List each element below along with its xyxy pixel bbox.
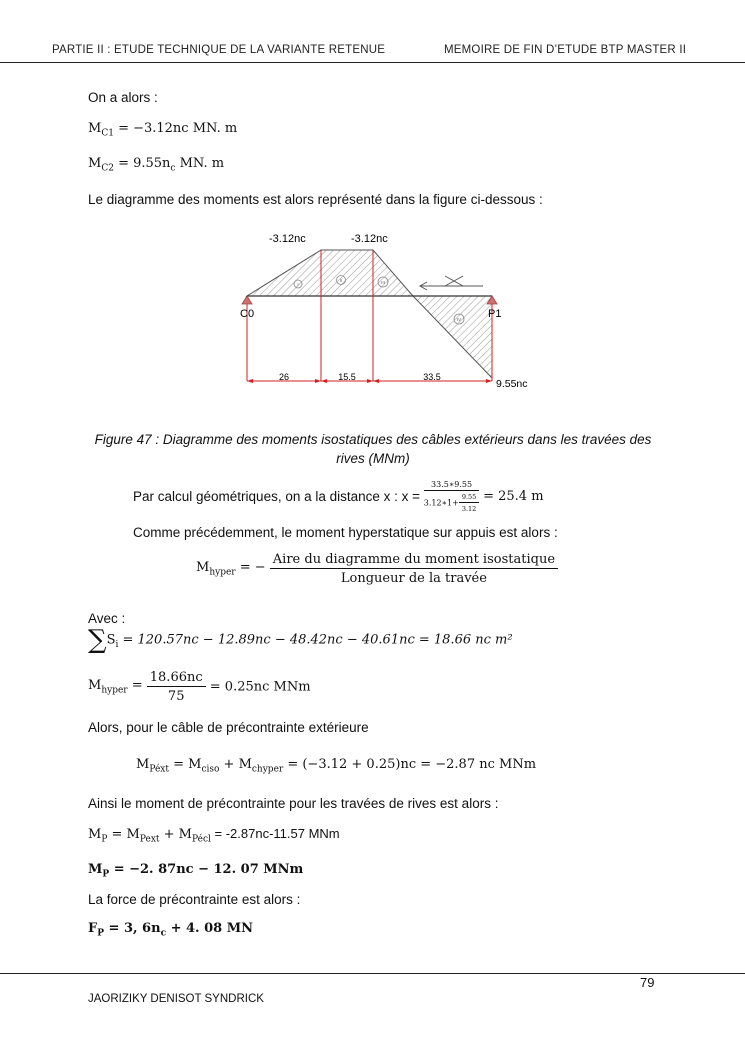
force-intro: La force de précontrainte est alors : xyxy=(88,892,301,907)
equation-mhyper: $M_{hyper}$ = − $\frac{\text{Aire du diagramme du moment isostatique}}{\text{Longueur de la travée}}$ xyxy=(196,552,558,586)
header-left: PARTIE II : ETUDE TECHNIQUE DE LA VARIANTE RETENUE xyxy=(52,44,386,56)
header-rule xyxy=(0,62,745,63)
page-number: 79 xyxy=(640,975,655,990)
equation-sum: $\sum S_i = 120.57nc - 12.89nc - 48.42nc - 40.61nc = 18.66$ nc m² xyxy=(88,625,513,655)
top-label-1: -3.12nc xyxy=(269,233,306,245)
support-label-p1: P1 xyxy=(488,308,502,320)
equation-mhyper-value: $M_{hyper}$ = $\frac{18.66nc}{75}$ = 0.25nc MNm xyxy=(88,670,311,704)
dim-label-1: 26 xyxy=(278,372,290,382)
support-label-c0: C0 xyxy=(240,308,255,320)
figure-caption: Figure 47 : Diagramme des moments isostatiques des câbles extérieurs dans les travées des rives (MNm) xyxy=(94,432,652,466)
dim-label-2: 15.5 xyxy=(338,372,356,382)
top-label-2: -3.12nc xyxy=(351,233,388,245)
moment-diagram xyxy=(235,228,535,393)
calc-fraction: 33.5∗9.55 3.12∗1+ $\frac{9.55}{3.12}$ xyxy=(424,480,480,513)
equation-fp: $F_P = 3$, $6n_c + 4$. 08 MN xyxy=(88,921,253,939)
arrow-2a xyxy=(367,379,373,383)
header-right: MEMOIRE DE FIN D’ETUDE BTP MASTER II xyxy=(444,44,687,56)
diagram-intro: Le diagramme des moments est alors représenté dans la figure ci-dessous : xyxy=(88,192,543,207)
zone-label-3: III xyxy=(381,280,385,285)
arrow-1a xyxy=(315,379,321,383)
arrow-2b xyxy=(373,379,379,383)
comme-precedemment: Comme précédemment, le moment hyperstatique sur appuis est alors : xyxy=(133,525,558,540)
bottom-value-label: 9.55nc xyxy=(496,378,528,390)
equation-mpext: $M_{Péxt} = M_{ciso} + M_{chyper} = (-3.12 + 0.25)nc = -2.87$ nc MNm xyxy=(136,757,537,775)
dim-label-3: 33.5 xyxy=(423,372,441,382)
arrow-1b xyxy=(321,379,327,383)
footer-author: JAORIZIKY DENISOT SYNDRICK xyxy=(88,993,264,1005)
moment-area-positive xyxy=(413,296,492,378)
moment-area-negative xyxy=(247,250,413,296)
arrow-right xyxy=(486,379,492,383)
alors-cable: Alors, pour le câble de précontrainte extérieure xyxy=(88,720,369,735)
equation-mp2: $M_P = -2$. 87nc − 12. 07 MNm xyxy=(88,862,304,880)
page-header xyxy=(52,44,745,62)
equation-mc2: $M_{C2} = 9.55n_c$ MN. m xyxy=(88,156,225,174)
zone-label-2: II xyxy=(339,278,343,283)
zone-label-1: I xyxy=(297,282,299,287)
ainsi-moment: Ainsi le moment de précontrainte pour les travées de rives est alors : xyxy=(88,796,499,811)
equation-mc1: $M_{C1} = -3.12nc$ MN. m xyxy=(88,121,238,139)
equation-mp1: $M_P = M_{Pext} + M_{Pécl} = -2.87nc-11.57$ MNm xyxy=(88,826,340,845)
avec-label: Avec : xyxy=(88,611,126,626)
footer-rule xyxy=(0,973,745,974)
on-a-alors: On a alors : xyxy=(88,90,158,105)
arrow-left xyxy=(247,379,253,383)
zone-label-4: IV xyxy=(456,317,462,322)
calc-geometric: Par calcul géométriques, on a la distance x : x = 33.5∗9.55 3.12∗1+ $\frac{9.55}{3.12}$ = 25.4 m xyxy=(133,480,544,513)
support-c0 xyxy=(242,296,252,304)
